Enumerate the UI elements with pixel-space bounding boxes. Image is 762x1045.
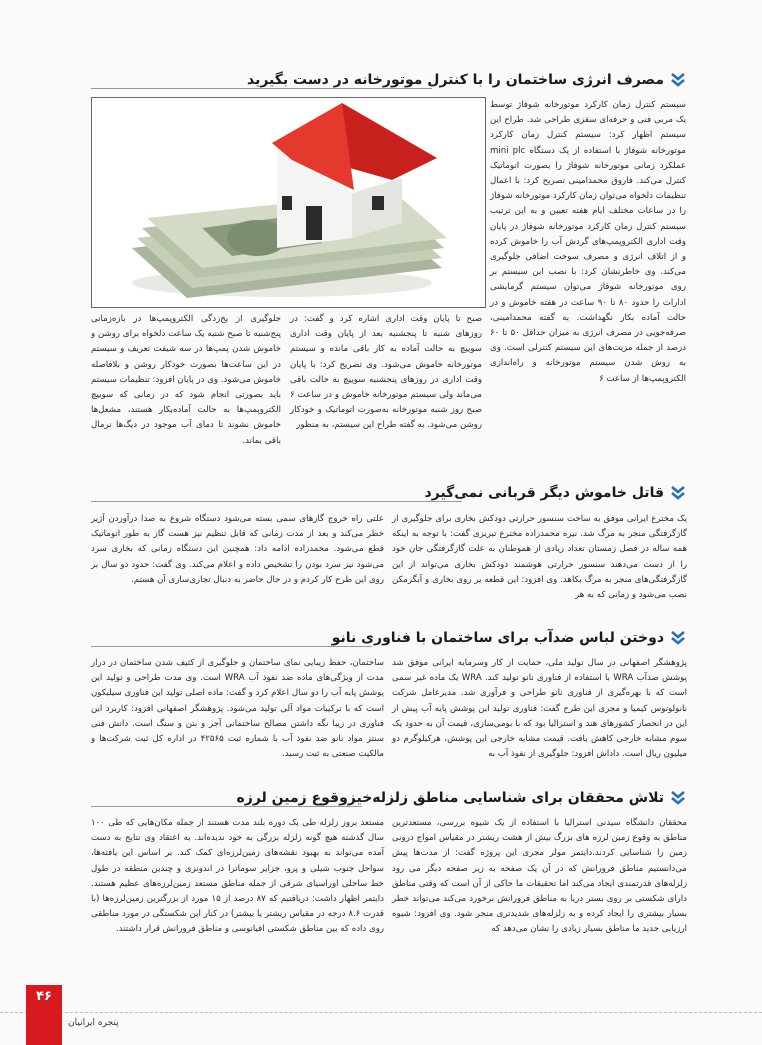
section-heading-nano [332, 630, 686, 646]
s4-left-column: مستعد بروز زلزله طی یک دوره بلند مدت هستند از جمله مکان‌هایی که طی ۱۰۰ سال گذشته هیچ گونه زلزله بزرگی به خود ندیده‌اند. به اعتقاد وی نتایج به دست آمده می‌تواند به بهبود نقشه‌های زمین‌لرزه‌ای کمک کند. بر اساس این یافته‌ها، سواحل جنوب شیلی و پرو، جزایر سوماترا در اندونزی و چندین منطقه در طول خط ساحلی اوراسیای شرقی از جمله مناطق مستعد زمین‌لرزه‌های عظیم هستند. دایتمر اظهار داشت: دریافتیم که ۸۷ درصد از ۱۵ مورد از بزرگترین زمین‌لرزه‌ها (با قدرت ۸.۶ درجه در مقیاس ریشتر یا بیشتر) در کنار این شکستگی در مورد مناطقی روی داده که بین مناطق شکستی افیانوسی و مناطق فرورانش قرار داشتند. [91, 818, 384, 935]
heading-rule [91, 88, 432, 89]
heading-rule [91, 806, 362, 807]
heading-rule [91, 646, 372, 647]
s3-right-column: پژوهشگر اصفهانی در سال تولید ملی، حمایت از کار وسرمایه ایرانی موفق شد پوشش ضدآب WRA با استفاده از فناوری نانو تولید کند. WRA یک ماده غیر سمی است که با بهره‌گیری از فناوری نانو طراحی و فرآوری شد. مدیرعامل شرکت نانولوتوس کیمیا و مجری این طرح گفت: فناوری تولید این پوشش پایه آب پیش از این در انحصار کشورهای هند و استرالیا بود که با بومی‌سازی، قیمت آن به حدود یک سوم مشابه خارجی کاهش یافت. قیمت مشابه خارجی این پوشش، هرکیلوگرم دو میلیون ریال است. داداش افزود: جلوگیری از نفوذ آب به [392, 658, 687, 760]
footer-divider [0, 1012, 762, 1014]
house-on-money-image [91, 97, 486, 308]
s2-right-column: یک مخترع ایرانی موفق به ساخت سنسور حرارتی دودکش بخاری برای جلوگیری از گازگرفتگی منجر به مرگ شد. نیره محمدزاده مخترع تبریزی گفت: با توجه به اینکه همه ساله در فصل زمستان تعداد زیادی از هموطنان به علت گازگرفتگی جان خود را از دست می‌دهند سنسور حرارتی هوشمند دودکش بخاری می‌تواند از این گازگرفتگی‌های منجر به مرگ بکاهد. وی افزود: این قطعه بر روی بخاری و آبگرمکن نصب می‌شود و زمانی که به هر [392, 514, 687, 601]
section-title: قاتل خاموش دیگر قربانی نمی‌گیرد [424, 485, 664, 501]
page-number: ۴۶ [26, 985, 62, 1045]
double-chevron-down-icon [670, 631, 686, 645]
s1-left-column: جلوگیری از یخ‌زدگی الکتروپمپ‌ها در بازه‌زمانی پنج‌شنبه تا صبح شنبه یک ساعت دلخواه برای روشن و خاموش شدن پمپ‌ها در سه شیفت تعریف و سیستم در این ساعت‌ها بصورت خودکار روشن و بلافاصله خاموش می‌شود. وی در پایان افزود: تنظیمات سیستم باید بصورتی انجام شود که در زمانی که سوییچ الکتروپمپ‌ها به حالت آماده‌بکار هستند، مشعل‌ها خاموش نشوند تا دمای آب موجود در دیگ‌ها نرمال باقی بماند. [91, 314, 281, 446]
section-heading-earthquake [237, 790, 687, 806]
s2-left-column: علتی راه خروج گازهای سمی بسته می‌شود دستگاه شروع به صدا درآوردن آژیر خطر می‌کند و بعد از مدت زمانی که قابل تنظیم نیز هست گاز به طور اتوماتیک قطع می‌شود. محمدزاده ادامه داد: همچنین این دستگاه زمانی که بخاری سرد می‌شود نیز سرد بودن را تشخیص داده و اعلام می‌کند. وی گفت: حدود دو سال بر روی این طرح کار کردم و در حال حاضر به دنبال تجاری‌سازی آن هستم. [91, 514, 384, 585]
double-chevron-down-icon [670, 791, 686, 805]
section-title: تلاش محققان برای شناسایی مناطق زلزله‌خیزوقوع زمین لرزه [236, 790, 664, 806]
section-heading-sensor [425, 485, 686, 501]
double-chevron-down-icon [670, 486, 686, 500]
s1-middle-column: صبح تا پایان وقت اداری اشاره کرد و گفت: در روزهای شنبه تا پنجشنبه بعد از پایان وقت اداری سوییچ به حالت آماده به کار باقی مانده و سیستم موتورخانه خاموش می‌شود. وی تصریح کرد: با پایان وقت اداری در روزهای پنجشنبه سوییچ به حالت باقی می‌ماند ولی سیستم موتورخانه خاموش و در ساعت ۶ صبح روز شنبه موتورخانه به‌صورت اتوماتیک و خودکار روشن می‌شود. به گفته طراح این سیستم، به منظور [290, 314, 482, 431]
section-title: مصرف انرژی ساختمان را با کنترل موتورخانه در دست بگیرید [247, 72, 664, 88]
double-chevron-down-icon [670, 73, 686, 87]
section-heading-energy [247, 72, 686, 88]
s4-right-column: محققان دانشگاه سیدنی استرالیا با استفاده از یک شیوه بررسی، مستعدترین مناطق به وقوع زمین لرزه های بزرگ بیش از هشت ریشتر در مقیاس امواج درونی زمین را شناسایی کردند.دایتمر مولر مجری این پروژه گفت: از مدت‌ها پیش می‌دانستیم مناطق فرورانش که در آن یک صفحه به زیر صفحه دیگر می رود زلزله‌های قدرتمندی ایجاد می‌کند اما تحقیقات ما حاکی از آن است که وقتی مناطق دارای شکستی بر روی بستر دریا به مناطق فرورانش برخورد می‌کند می‌تواند خطر بسیار بیشتری را ایجاد کرده و به زلزله‌های شدیدتری منجر شود. وی افزود: شیوه ارزیابی جدید ما مناطق بسیار زیادی را نشان می‌دهد که [392, 818, 687, 935]
heading-rule [91, 501, 462, 502]
section-title: دوختن لباس ضدآب برای ساختمان با فناوری نانو [331, 630, 664, 646]
s1-right-column: سیستم کنترل زمان کارکرد موتورخانه شوفاژ توسط یک مربی فنی و حرفه‌ای سقزی طراحی شد. طراح این سیستم اظهار کرد: سیستم کنترل زمان کارکرد موتورخانه شوفاژ با استفاده از یک دستگاه mini plc عملکرد زمانی موتورخانه شوفاژ را بصورت اتوماتیک کنترل می‌کند. فاروق محمدامینی تصریح کرد: با اعمال تنظیمات دلخواه می‌توان زمان کارکرد موتورخانه شوفاژ را در ساعات مختلف ایام هفته تعیین و به این ترتیب سیستم کنترل زمان کارکرد موتورخانه شوفاژ در پایان وقت اداری الکتروپمپ‌های گردش آب را خاموش کرده و از اتلاف انرژی و مصرف سوخت اضافی جلوگیری می‌کند. وی خاطرنشان کرد: با نصب این سیستم بر روی موتورخانه شوفاژ می‌توان سیستم گرمایشی ادارات را حدود ۸۰ تا ۹۰ ساعت در هفته خاموش و در حالت آماده بکار نگهداشت. به گفته محمدامینی، صرفه‌جویی در مصرف انرژی به میزان حداقل ۵۰ تا ۶۰ درصد از جمله مزیت‌های این سیستم کنترلی است. وی به روش شدن سیستم موتورخانه و راه‌اندازی الکتروپمپ‌ها از ساعت ۶ [490, 100, 686, 384]
magazine-name: پنجره ایرانیان [68, 1018, 119, 1028]
s3-left-column: ساختمان، حفظ زیبایی نمای ساختمان و جلوگیری از کثیف شدن ساختمان در دراز مدت از ویژگی‌های ماده ضد نفوذ آب WRA است. وی مدت طراحی و تولید این پوشش پایه آب را دو سال اعلام کرد و گفت: ماده اصلی تولید این فناوری سیلیکون است که با ترکیبات مواد آلی تولید می‌شود. پژوهشگر اصفهانی افزود: کاربرد این فناوری در زیبا نگه داشتن مصالح ساختمانی آجر و بتن و سنگ است. دانش فنی سنتز مواد نانو ضد نفوذ آب با شماره ثبت ۴۲۵۶۵ در اداره کل ثبت شرکت‌ها و مالکیت صنعتی به ثبت رسید. [91, 658, 384, 760]
